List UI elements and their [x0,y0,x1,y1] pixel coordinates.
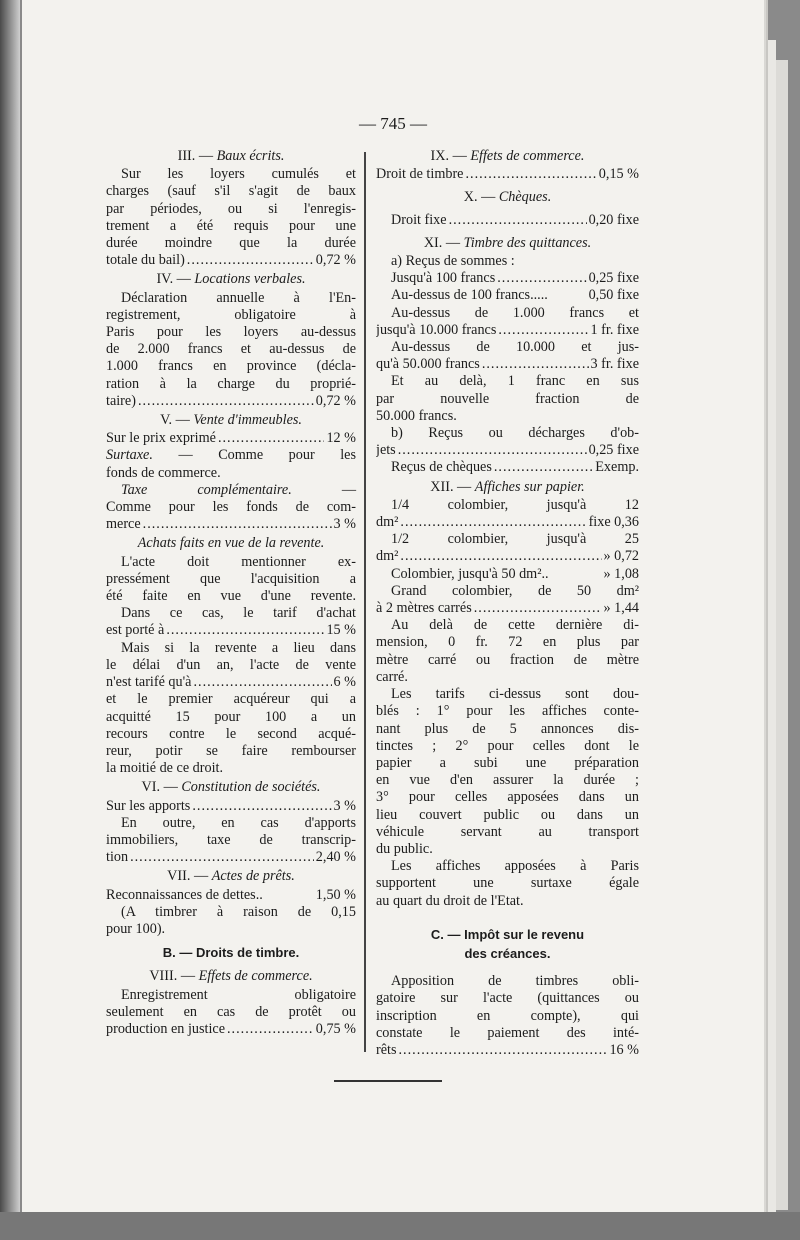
paragraph-line: le délai d'un an, l'acte de vente [106,656,356,673]
paragraph-line: Déclaration annuelle à l'En- [121,289,356,306]
paragraph-line: la moitié de ce droit. [106,760,224,777]
footer-rule [334,1080,442,1082]
tariff-line: jets ..... 0,25 fixe [376,442,639,459]
previous-page-edge [0,0,20,1240]
right-column [376,146,639,1059]
tariff-line: Droit fixe ..... 0,20 fixe [376,212,639,229]
paragraph-line: Comme pour les fonds de com- [106,499,356,516]
section-heading: VII. — Actes de prêts. [167,868,295,885]
tariff-line: Jusqu'à 100 francs ..... 0,25 fixe [376,270,639,287]
section-heading: V. — Vente d'immeubles. [160,412,302,429]
paragraph-line: immobiliers, taxe de transcrip- [106,831,356,848]
paragraph-line: Enregistrement obligatoire [121,986,356,1003]
document-page [22,0,764,1212]
paragraph-line: papier a subi une préparation [376,754,639,771]
paragraph-line: carré. [376,668,408,685]
paragraph-line: Sur les loyers cumulés et [121,166,356,183]
paragraph-line: véhicule servant au transport [376,823,639,840]
page-number: — 745 — [359,114,427,133]
paragraph-line: 1.000 francs en province (décla- [106,358,356,375]
paragraph-line: pressément que l'acquisition a [106,570,356,587]
tariff-line: n'est tarifé qu'à ..... 6 % [106,674,356,691]
paragraph-line: Les tarifs ci-dessus sont dou- [391,686,639,703]
paragraph-line: Taxe complémentaire. — [121,481,357,498]
column-separator [364,152,366,1052]
paragraph-line: Apposition de timbres obli- [391,973,639,990]
paragraph-line: En outre, en cas d'apports [121,814,356,831]
paragraph-line: Paris pour les loyers au-dessus [106,324,356,341]
tariff-line: tion ..... 2,40 % [106,849,356,866]
paragraph-line: et le premier acquéreur qui a [106,691,356,708]
section-heading: IV. — Locations verbales. [156,271,306,288]
paragraph-line: b) Reçus ou décharges d'ob- [391,425,639,442]
section-heading: IX. — Effets de commerce. [430,148,585,164]
paragraph-line: pour 100). [106,920,166,937]
left-column [106,146,356,1038]
paragraph-line: gatoire sur l'acte (quittances ou [376,990,639,1007]
paragraph-line: Grand colombier, de 50 dm² [391,582,639,599]
section-heading: C. — Impôt sur le revenu [430,926,585,942]
section-heading: B. — Droits de timbre. [162,945,300,961]
paragraph-line: a) Reçus de sommes : [391,253,515,270]
section-heading: VI. — Constitution de sociétés. [141,779,321,796]
section-heading: XII. — Affiches sur papier. [430,478,585,495]
paragraph-line: Et au delà, 1 franc en sus [391,373,639,390]
scan-background [0,1212,800,1240]
tariff-line: Au-dessus de 100 francs..... 0,50 fixe [391,287,639,304]
paragraph-line: 3° pour celles apposées dans un [376,789,639,806]
paragraph-line: seulement en cas de protêt ou [106,1003,356,1020]
paragraph-line: été faite en vue d'une revente. [106,588,356,605]
paragraph-line: lieu couvert public ou dans un [376,806,639,823]
paragraph-line: (A timbrer à raison de 0,15 [121,903,356,920]
paragraph-line: supportent une surtaxe égale [376,875,639,892]
paragraph-line: Dans ce cas, le tarif d'achat [121,605,356,622]
paragraph-line: acquitté 15 pour 100 a un [106,708,356,725]
paragraph-line: en vue d'en assurer la durée ; [376,772,639,789]
paragraph-line: recours contre le second acqué- [106,725,356,742]
page-stack-edge [764,40,776,1212]
tariff-line: qu'à 50.000 francs ..... 3 fr. fixe [376,356,639,373]
tariff-line: Sur les apports ..... 3 % [106,798,356,815]
paragraph-line: durée moindre que la durée [106,235,356,252]
paragraph-line: inscription en compte), qui [376,1007,639,1024]
paragraph-line: tinctes ; 2° pour celles dont le [376,737,639,754]
paragraph-line: nant plus de 5 annonces dis- [376,720,639,737]
paragraph-line: par nouvelle fraction de [376,390,639,407]
paragraph-line: mètre carré ou fraction de mètre [376,651,639,668]
tariff-line: jusqu'à 10.000 francs ..... 1 fr. fixe [376,322,639,339]
paragraph-line: Surtaxe. — Comme pour les [106,447,356,464]
section-heading: III. — Baux écrits. [177,148,285,164]
tariff-line: est porté à ..... 15 % [106,622,356,639]
paragraph-line: ration à la charge du proprié- [106,375,356,392]
tariff-line: Droit de timbre ..... 0,15 % [376,166,639,183]
paragraph-line: trement a été requis pour une [106,217,356,234]
paragraph-line: Au-dessus de 1.000 francs et [391,304,639,321]
paragraph-line: de 2.000 francs et au-dessus de [106,341,356,358]
tariff-line: dm² ..... » 0,72 [376,548,639,565]
paragraph-line: 1/4 colombier, jusqu'à 12 [391,496,639,513]
paragraph-line: charges (sauf s'il s'agit de baux [106,183,356,200]
paragraph-line: Les affiches apposées à Paris [391,858,639,875]
paragraph-line: reur, potir se faire rembourser [106,742,356,759]
tariff-line: taire) ..... 0,72 % [106,393,356,410]
section-heading: X. — Chèques. [463,189,552,206]
paragraph-line: blés : 1° pour les affiches conte- [376,703,639,720]
tariff-line: dm² ..... fixe 0,36 [376,514,639,531]
tariff-line: Reconnaissances de dettes.. 1,50 % [106,886,356,903]
tariff-line: Sur le prix exprimé ..... 12 % [106,430,356,447]
paragraph-line: du public. [376,840,433,857]
page-stack-edge [776,60,788,1210]
section-heading: Achats faits en vue de la revente. [137,535,325,552]
paragraph-line: mension, 0 fr. 72 en plus par [376,634,639,651]
paragraph-line: Au-dessus de 10.000 et jus- [391,339,639,356]
paragraph-line: constate le paiement des inté- [376,1024,639,1041]
paragraph-line: 1/2 colombier, jusqu'à 25 [391,531,639,548]
tariff-line: à 2 mètres carrés ..... » 1,44 [376,600,639,617]
section-heading: des créances. [464,945,551,961]
paragraph-line: au quart du droit de l'Etat. [376,892,524,909]
paragraph-line: L'acte doit mentionner ex- [121,553,356,570]
paragraph-line: registrement, obligatoire à [106,306,356,323]
section-heading: XI. — Timbre des quittances. [423,234,592,251]
tariff-line: Reçus de chèques ..... Exemp. [376,459,639,476]
paragraph-line: Mais si la revente a lieu dans [121,639,356,656]
tariff-line: Colombier, jusqu'à 50 dm².. » 1,08 [391,565,639,582]
paragraph-line: par périodes, ou si l'enregis- [106,200,356,217]
paragraph-line: fonds de commerce. [106,464,221,481]
tariff-line: production en justice ..... 0,75 % [106,1021,356,1038]
tariff-line: totale du bail) ..... 0,72 % [106,252,356,269]
paragraph-line: 50.000 francs. [376,407,457,424]
tariff-line: rêts ..... 16 % [376,1042,639,1059]
section-heading: VIII. — Effets de commerce. [149,968,313,985]
tariff-line: merce ..... 3 % [106,516,356,533]
paragraph-line: Au delà de cette dernière di- [391,617,639,634]
